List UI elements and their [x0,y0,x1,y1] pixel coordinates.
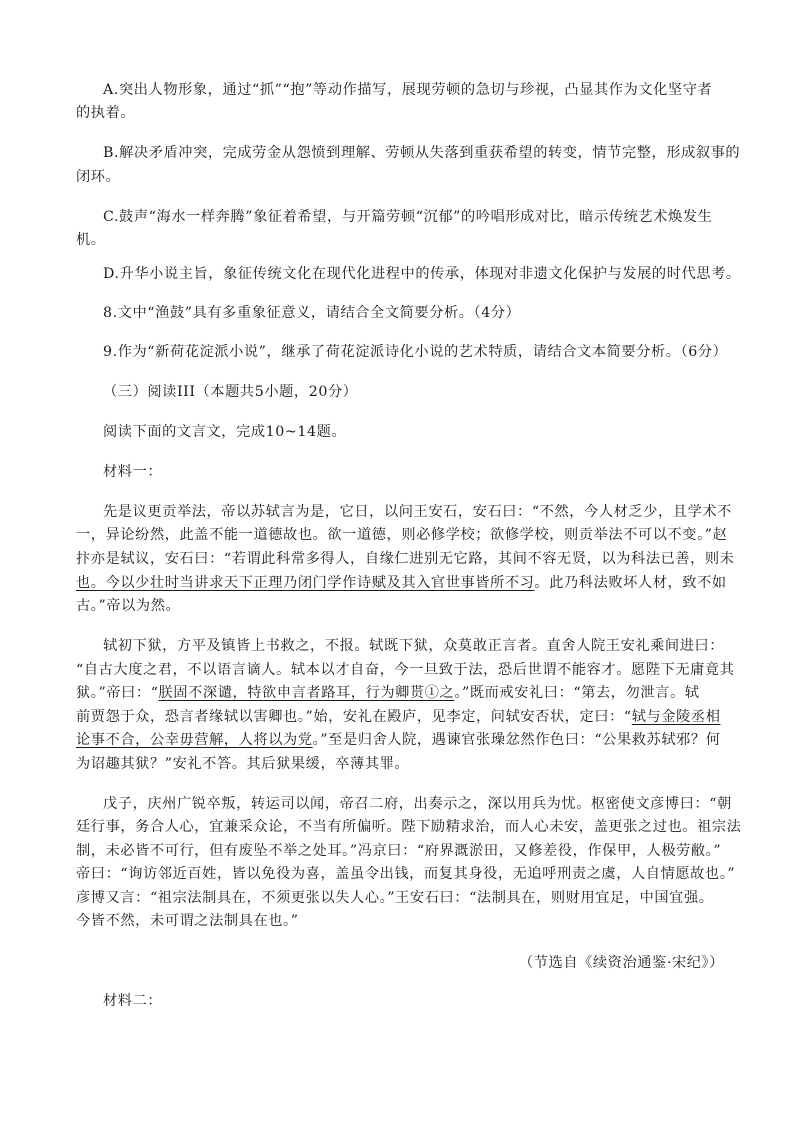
question-9: 9.作为“新荷花淀派小说”，继承了荷花淀派诗化小说的艺术特质，请结合文本简要分析。（6分） [103,344,728,360]
p1-line-1: 先是议更贡举法，帝以苏轼言为是，它日，以问王安石，安石曰：“不然，今人材乏少，且学术不 [103,504,732,520]
p1-line-5: 古。”帝以为然。 [76,598,181,614]
section-instruction: 阅读下面的文言文，完成10~14题。 [103,424,347,440]
option-a-line-1: A.突出人物形象，通过“抓”“抱”等动作描写，展现劳顿的急切与珍视，凸显其作为文化坚守者 [103,82,713,98]
material-1-label: 材料一： [103,464,163,480]
underlined-sentence-2: 朕固不深谴，特欲申言者路耳，行为卿贳①之 [158,685,455,701]
p3-line-1: 戊子，庆州广锐卒叛，转运司以闻，帝召二府，出奏示之，深以用兵为忧。枢密使文彦博曰：“朝 [103,796,732,812]
p3-line-6: 今皆不然，未可谓之法制具在也。” [76,913,299,929]
underlined-sentence-3b: 论事不合，公幸毋营解，人将以为党 [76,732,313,748]
p2-line-1: 轼初下狱，方平及镇皆上书救之，不报。轼既下狱，众莫敢正言者。直舍人院王安礼乘间进曰： [103,638,725,654]
option-c-line-1: C.鼓声“海水一样奔腾”象征着希望，与开篇劳顿“沉郁”的吟唱形成对比，暗示传统艺术焕发生 [103,209,713,225]
option-b-line-2: 闭环。 [76,169,121,185]
option-d-line: D.升华小说主旨，象征传统文化在现代化进程中的传承，体现对非遗文化保护与发展的时代思考。 [103,266,741,282]
p2-line-3: 狱。”帝曰：“朕固不深谴，特欲申言者路耳，行为卿贳①之。”既而戒安礼曰：“第去，勿泄言。轼 [76,685,700,701]
p2-line-6: 为诏趣其狱？”安礼不答。其后狱果缓，卒薄其罪。 [76,756,410,772]
p1-line-4: 也。今以少壮时当讲求天下正理乃闭门学作诗赋及其入官世事皆所不习。此乃科法败坏人材，致不如 [76,575,727,591]
p2-line-2: “自古大度之君，不以语言谪人。轼本以才自奋，今一旦致于法，恐后世谓不能容才。愿陛下无庸竟其 [76,662,735,678]
p3-line-5: 彦博又言：“祖宗法制具在，不须更张以失人心。”王安石曰：“法制具在，则财用宜足，中国宜强。 [76,890,714,906]
underlined-sentence-3a: 轼与金陵丞相 [631,709,721,725]
option-c-line-2: 机。 [76,232,106,248]
p2-line-4: 前贾怨于众，恐言者缘轼以害卿也。”始，安礼在殿庐，见李定，问轼安否状，定曰：“轼与金陵丞相 [76,709,721,725]
p3-line-2: 廷行事，务合人心，宜兼采众论，不当有所偏听。陛下励精求治，而人心未安，盖更张之过也。祖宗法 [76,819,742,835]
p3-line-4: 帝曰：“询访邻近百姓，皆以免役为喜，盖虽令出钱，而复其身役，无追呼刑责之虞，人自情愿故也。” [76,866,736,882]
question-8: 8.文中“渔鼓”具有多重象征意义，请结合全文简要分析。（4分） [103,305,521,321]
source-citation: （节选自《续资治通鉴·宋纪》） [518,955,724,971]
option-a-line-2: 的执着。 [76,105,136,121]
p3-line-3: 制，未必皆不可行，但有废坠不举之处耳。”冯京曰：“府界溉淤田，又修差役，作保甲，人极劳敝。” [76,843,722,859]
material-2-label: 材料二： [103,993,163,1009]
p1-line-3: 抃亦是轼议，安石曰：“若谓此科常多得人，自缘仁进别无它路，其间不容无贤，以为科法已善，则未 [76,551,735,567]
option-b-line-1: B.解决矛盾冲突，完成劳金从怨愤到理解、劳顿从失落到重获希望的转变，情节完整，形成叙事的 [103,145,741,161]
underlined-translation-1: 也。今以少壮时当讲求天下正理乃闭门学作诗赋及其入官世事皆所不习 [76,575,535,591]
p2-line-5: 论事不合，公幸毋营解，人将以为党。”至是归舍人院，遇谏官张璪忿然作色曰：“公果救苏轼邪？何 [76,732,721,748]
p1-line-2: 一，异论纷然，此盖不能一道德故也。欲一道德，则必修学校；欲修学校，则贡举法不可以不变。”赵 [76,527,728,543]
section-title: （三）阅读III（本题共5小题，20分） [103,384,358,400]
